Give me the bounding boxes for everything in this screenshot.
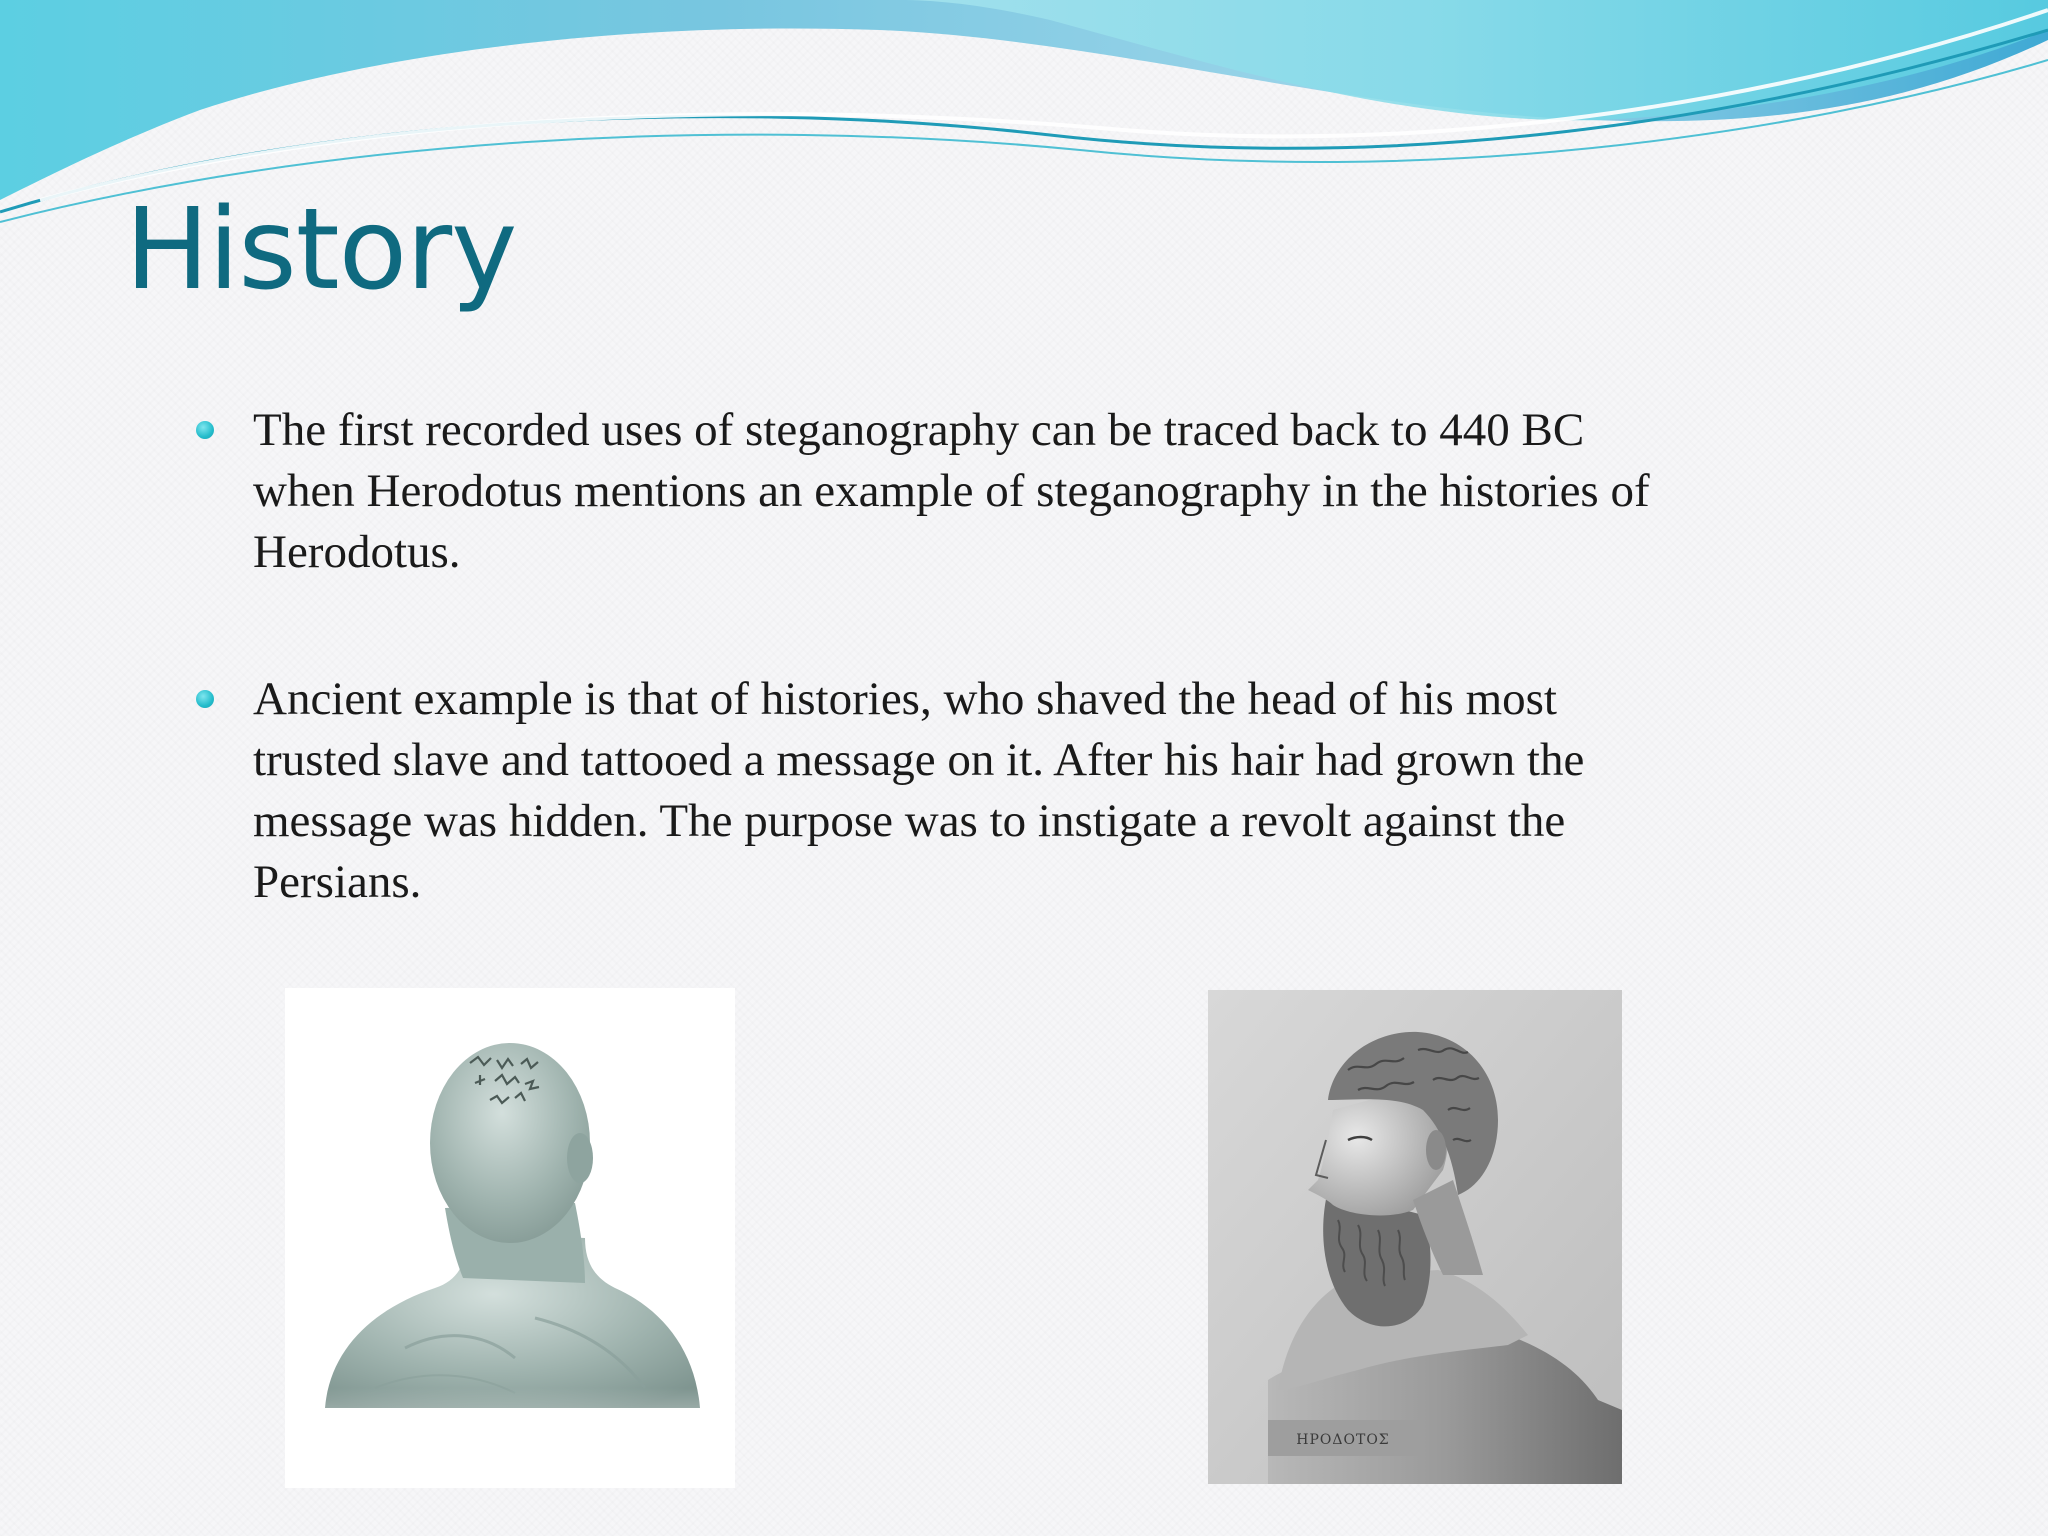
slave-bust-image	[285, 988, 735, 1488]
bullet-item	[190, 400, 1650, 583]
bullet-list	[190, 400, 1650, 913]
bullet-icon	[196, 421, 214, 439]
bullet-text: The first recorded uses of steganography can be traced back to 440 BC when Herodotus mentions an example of steganography in the histories of Herodotus.	[253, 404, 1650, 578]
bullet-item	[190, 669, 1650, 913]
slide-title: History	[125, 185, 517, 315]
pedestal-inscription: ΗΡΟΔΟΤΟΣ	[1296, 1432, 1390, 1448]
bullet-text: Ancient example is that of histories, who shaved the head of his most trusted slave and tattooed a message on it. After his hair had grown the message was hidden. The purpose was to instigate a revolt against the Persians.	[253, 673, 1585, 908]
bullet-icon	[196, 690, 214, 708]
herodotus-bust-image	[1208, 990, 1622, 1484]
